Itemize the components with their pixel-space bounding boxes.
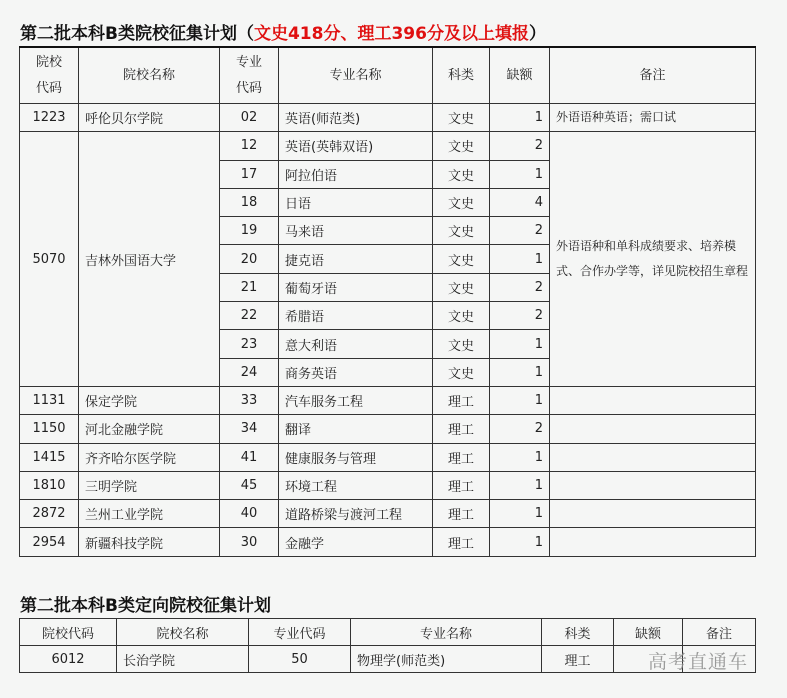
header-code: 院校 代码 (20, 47, 79, 104)
major-name: 马来语 (279, 217, 433, 245)
table-row (20, 528, 756, 556)
major-name: 商务英语 (279, 358, 433, 386)
table-row (20, 104, 756, 132)
vacancy: 1 (490, 386, 550, 414)
note (550, 500, 756, 528)
vacancy: 1 (490, 245, 550, 273)
vacancy: 1 (490, 443, 550, 471)
category: 理工 (433, 415, 490, 443)
major-code: 23 (220, 330, 279, 358)
school-name: 兰州工业学院 (79, 500, 220, 528)
header-vacancy: 缺额 (490, 47, 550, 104)
major-code: 21 (220, 273, 279, 301)
major-name: 葡萄牙语 (279, 273, 433, 301)
title-close: ） (528, 24, 546, 44)
school-code: 1131 (20, 386, 79, 414)
school-name: 吉林外国语大学 (79, 132, 220, 387)
category: 理工 (433, 471, 490, 499)
category: 文史 (433, 358, 490, 386)
major-code: 24 (220, 358, 279, 386)
school-name: 长治学院 (117, 646, 249, 673)
major-code: 34 (220, 415, 279, 443)
major-name: 环境工程 (279, 471, 433, 499)
category: 文史 (433, 330, 490, 358)
major-name: 英语(师范类) (279, 104, 433, 132)
category: 文史 (433, 188, 490, 216)
header-note: 备注 (683, 619, 756, 646)
category: 理工 (433, 443, 490, 471)
school-code: 1810 (20, 471, 79, 499)
table-row (20, 471, 756, 499)
vacancy: 2 (490, 302, 550, 330)
school-name: 呼伦贝尔学院 (79, 104, 220, 132)
major-code: 30 (220, 528, 279, 556)
category: 文史 (433, 132, 490, 160)
major-code: 20 (220, 245, 279, 273)
note (550, 415, 756, 443)
category: 文史 (433, 217, 490, 245)
school-name: 河北金融学院 (79, 415, 220, 443)
section-title-directed: 第二批本科B类定向院校征集计划 (20, 596, 271, 616)
category: 文史 (433, 302, 490, 330)
major-code: 22 (220, 302, 279, 330)
table-row (20, 386, 756, 414)
table-row (20, 415, 756, 443)
major-name: 汽车服务工程 (279, 386, 433, 414)
table-header-row (20, 47, 756, 104)
vacancy: 2 (490, 132, 550, 160)
header-vacancy: 缺额 (614, 619, 683, 646)
major-code: 12 (220, 132, 279, 160)
note: 外语语种和单科成绩要求、培养模式、合作办学等，详见院校招生章程 (550, 132, 756, 387)
note (550, 386, 756, 414)
school-name: 齐齐哈尔医学院 (79, 443, 220, 471)
major-name: 物理学(师范类) (351, 646, 542, 673)
major-name: 希腊语 (279, 302, 433, 330)
school-code: 6012 (20, 646, 117, 673)
vacancy: 1 (490, 330, 550, 358)
header-code: 院校代码 (20, 619, 117, 646)
major-name: 金融学 (279, 528, 433, 556)
major-name: 意大利语 (279, 330, 433, 358)
table-row (20, 132, 756, 160)
directed-plan-table (19, 618, 756, 673)
category: 文史 (433, 273, 490, 301)
vacancy: 1 (490, 160, 550, 188)
major-code: 40 (220, 500, 279, 528)
table-header-row (20, 619, 756, 646)
category: 理工 (542, 646, 614, 673)
table-row (20, 443, 756, 471)
category: 理工 (433, 500, 490, 528)
table-row (20, 646, 756, 673)
major-code: 18 (220, 188, 279, 216)
header-note: 备注 (550, 47, 756, 104)
major-code: 50 (249, 646, 351, 673)
vacancy: 4 (490, 188, 550, 216)
section-title-general (20, 19, 546, 44)
school-code: 1223 (20, 104, 79, 132)
admission-plan-table (19, 46, 756, 557)
category: 文史 (433, 160, 490, 188)
major-code: 17 (220, 160, 279, 188)
table-row (20, 500, 756, 528)
major-code: 41 (220, 443, 279, 471)
major-code: 33 (220, 386, 279, 414)
note (550, 528, 756, 556)
vacancy: 1 (490, 528, 550, 556)
major-name: 道路桥梁与渡河工程 (279, 500, 433, 528)
category: 文史 (433, 245, 490, 273)
note (550, 443, 756, 471)
school-code: 1415 (20, 443, 79, 471)
category: 理工 (433, 528, 490, 556)
major-code: 45 (220, 471, 279, 499)
school-name: 三明学院 (79, 471, 220, 499)
title-text: 第二批本科B类院校征集计划（ (20, 24, 254, 44)
school-name: 新疆科技学院 (79, 528, 220, 556)
vacancy: 2 (490, 273, 550, 301)
note: 外语语种英语；需口试 (550, 104, 756, 132)
vacancy: 1 (490, 471, 550, 499)
vacancy: 1 (490, 104, 550, 132)
school-code: 2872 (20, 500, 79, 528)
school-code: 2954 (20, 528, 79, 556)
school-code: 5070 (20, 132, 79, 387)
major-code: 02 (220, 104, 279, 132)
header-category: 科类 (433, 47, 490, 104)
title-score-requirement: 文史418分、理工396分及以上填报 (253, 24, 529, 44)
header-category: 科类 (542, 619, 614, 646)
major-name: 日语 (279, 188, 433, 216)
vacancy: 1 (490, 500, 550, 528)
watermark: 高考直通车 (648, 651, 749, 673)
school-name: 保定学院 (79, 386, 220, 414)
vacancy: 2 (490, 217, 550, 245)
major-name: 英语(英韩双语) (279, 132, 433, 160)
note (550, 471, 756, 499)
vacancy: 2 (490, 415, 550, 443)
school-code: 1150 (20, 415, 79, 443)
header-major-name: 专业名称 (351, 619, 542, 646)
header-name: 院校名称 (117, 619, 249, 646)
major-name: 健康服务与管理 (279, 443, 433, 471)
major-code: 19 (220, 217, 279, 245)
header-major-code: 专业 代码 (220, 47, 279, 104)
category: 理工 (433, 386, 490, 414)
major-name: 翻译 (279, 415, 433, 443)
header-major-code: 专业代码 (249, 619, 351, 646)
header-major-name: 专业名称 (279, 47, 433, 104)
major-name: 捷克语 (279, 245, 433, 273)
vacancy: 1 (490, 358, 550, 386)
header-name: 院校名称 (79, 47, 220, 104)
category: 文史 (433, 104, 490, 132)
major-name: 阿拉伯语 (279, 160, 433, 188)
